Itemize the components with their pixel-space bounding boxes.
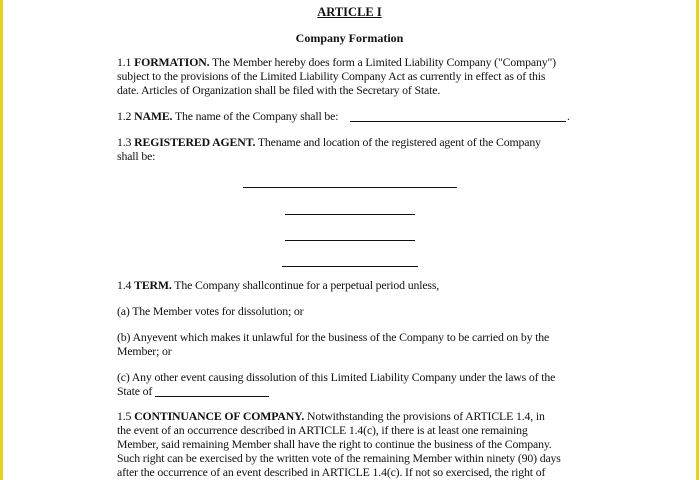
section-1-4-b-line-1: (b) Anyevent which makes it unlawful for the business of the Company to be carried on by the — [117, 330, 550, 344]
company-name-blank[interactable] — [350, 121, 566, 122]
left-frame-border — [0, 0, 3, 480]
section-1-4-text: The Company shallcontinue for a perpetual period unless, — [171, 278, 440, 292]
state-blank[interactable] — [155, 396, 269, 397]
section-1-4-c-line-2: State of — [117, 384, 153, 398]
section-1-2-heading: NAME. — [134, 109, 173, 123]
section-1-3-number: 1.3 — [117, 135, 135, 149]
section-1-4-heading: TERM. — [134, 278, 172, 292]
section-1-5-line-5: after the occurrence of an event described in ARTICLE 1.4(c). If not so exercised, the right of — [117, 465, 546, 479]
agent-blank-1[interactable] — [243, 187, 457, 188]
article-subtitle: Company Formation — [295, 31, 404, 45]
section-1-2-text: The name of the Company shall be: — [172, 109, 339, 123]
section-1-4-c-line-1: (c) Any other event causing dissolution of this Limited Liability Company under the laws of the — [117, 370, 556, 384]
section-1-4-a: (a) The Member votes for dissolution; or — [117, 304, 304, 318]
section-1-3-line-1 — [117, 136, 541, 149]
section-1-5-line-1 — [117, 410, 545, 423]
section-1-5-line-4: Such right can be exercised by the written vote of the remaining Member within ninety (90) days — [117, 451, 561, 465]
section-1-2 — [117, 110, 338, 123]
section-1-5-heading: CONTINUANCE OF COMPANY. — [134, 409, 305, 423]
section-1-3-text: Thename and location of the registered agent of the Company — [255, 135, 541, 149]
section-1-1-text: The Member hereby does form a Limited Liability Company ("Company") — [209, 55, 556, 69]
agent-blank-3[interactable] — [285, 240, 415, 241]
section-1-4-number: 1.4 — [117, 278, 135, 292]
section-1-3-line-2: shall be: — [117, 149, 156, 163]
agent-blank-2[interactable] — [285, 214, 415, 215]
section-1-5-line-3: Member, said remaining Member shall have the right to continue the business of the Company. — [117, 437, 552, 451]
section-1-1-line-3: date. Articles of Organization shall be filed with the Secretary of State. — [117, 83, 441, 97]
section-1-5-line-2: the event of an occurrence described in ARTICLE 1.4(c), if there is at least one remaining — [117, 423, 528, 437]
section-1-5-number: 1.5 — [117, 409, 135, 423]
section-1-3-heading: REGISTERED AGENT. — [134, 135, 256, 149]
section-1-1-number: 1.1 — [117, 55, 135, 69]
section-1-4 — [117, 279, 439, 292]
article-title: ARTICLE I — [317, 5, 382, 19]
section-1-4-b-line-2: Member; or — [117, 344, 172, 358]
section-1-1-line-1 — [117, 56, 556, 69]
section-1-5-text: Notwithstanding the provisions of ARTICLE 1.4, in — [304, 409, 545, 423]
section-1-1-line-2: subject to the provisions of the Limited Liability Company Act as currently in effect as of this — [117, 69, 546, 83]
section-1-1-heading: FORMATION. — [134, 55, 210, 69]
section-1-2-number: 1.2 — [117, 109, 135, 123]
agent-blank-4[interactable] — [282, 266, 418, 267]
section-1-2-period: . — [567, 109, 570, 123]
